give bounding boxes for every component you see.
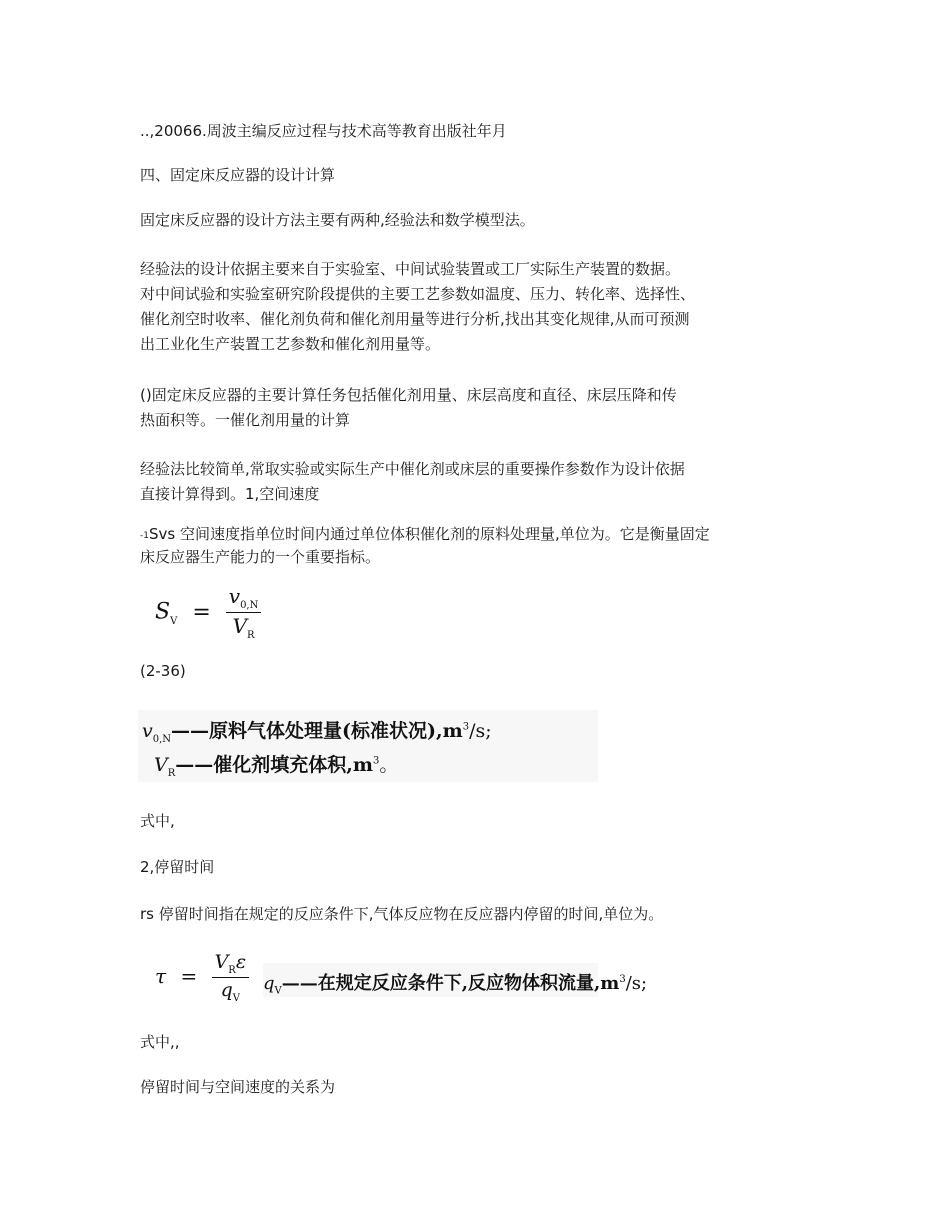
- paragraph-residence-time: rs 停留时间指在规定的反应条件下,气体反应物在反应器内停留的时间,单位为。: [140, 905, 664, 923]
- paragraph-line: 床反应器生产能力的一个重要指标。: [140, 548, 381, 566]
- subsection-residence-time: 2,停留时间: [140, 858, 215, 876]
- formula-residence-time: τ = $\frac{V_R\varepsilon}{q_V}$ $q_V——$在规定反应条件下,反应物体积流量$,m^3/s$;: [155, 951, 648, 1004]
- paragraph-line: 直接计算得到。1,空间速度: [140, 485, 320, 503]
- shizhong-label-2: 式中,,: [140, 1033, 180, 1051]
- paragraph-line: -1Svs 空间速度指单位时间内通过单位体积催化剂的原料处理量,单位为。它是衡量固定: [140, 525, 710, 543]
- reference-line: ..,20066.周波主编反应过程与技术高等教育出版社年月: [140, 122, 507, 140]
- paragraph-line: ()固定床反应器的主要计算任务包括催化剂用量、床层高度和直径、床层压降和传: [140, 386, 677, 404]
- section-heading: 四、固定床反应器的设计计算: [140, 166, 336, 184]
- paragraph-line: 催化剂空时收率、催化剂负荷和催化剂用量等进行分析,找出其变化规律,从而可预测: [140, 310, 690, 328]
- paragraph-methods: 固定床反应器的设计方法主要有两种,经验法和数学模型法。: [140, 211, 535, 229]
- definition-row-qv: $q_V——$在规定反应条件下,反应物体积流量$,m^3/s$;: [263, 973, 648, 997]
- definition-row-flow: $v_{0,N}——$原料气体处理量(标准状况)$,m^3/s$;: [142, 720, 492, 745]
- paragraph-relation: 停留时间与空间速度的关系为: [140, 1078, 336, 1096]
- paragraph-line: 经验法比较简单,常取实验或实际生产中催化剂或床层的重要操作参数作为设计依据: [140, 460, 685, 478]
- paragraph-line: 出工业化生产装置工艺参数和催化剂用量等。: [140, 335, 441, 353]
- paragraph-line: 热面积等。一催化剂用量的计算: [140, 411, 351, 429]
- paragraph-line: 经验法的设计依据主要来自于实验室、中间试验装置或工厂实际生产装置的数据。: [140, 260, 681, 278]
- equation-number: (2-36): [140, 662, 186, 680]
- formula-space-velocity: $S_V$ = $\frac{v_{0,N}}{V_R}$: [155, 584, 261, 641]
- definitions-image: [138, 710, 598, 782]
- definition-row-volume: $V_R——$催化剂填充体积$,m^3$。: [154, 754, 399, 779]
- paragraph-line: 对中间试验和实验室研究阶段提供的主要工艺参数如温度、压力、转化率、选择性、: [140, 285, 696, 303]
- shizhong-label: 式中,: [140, 812, 175, 830]
